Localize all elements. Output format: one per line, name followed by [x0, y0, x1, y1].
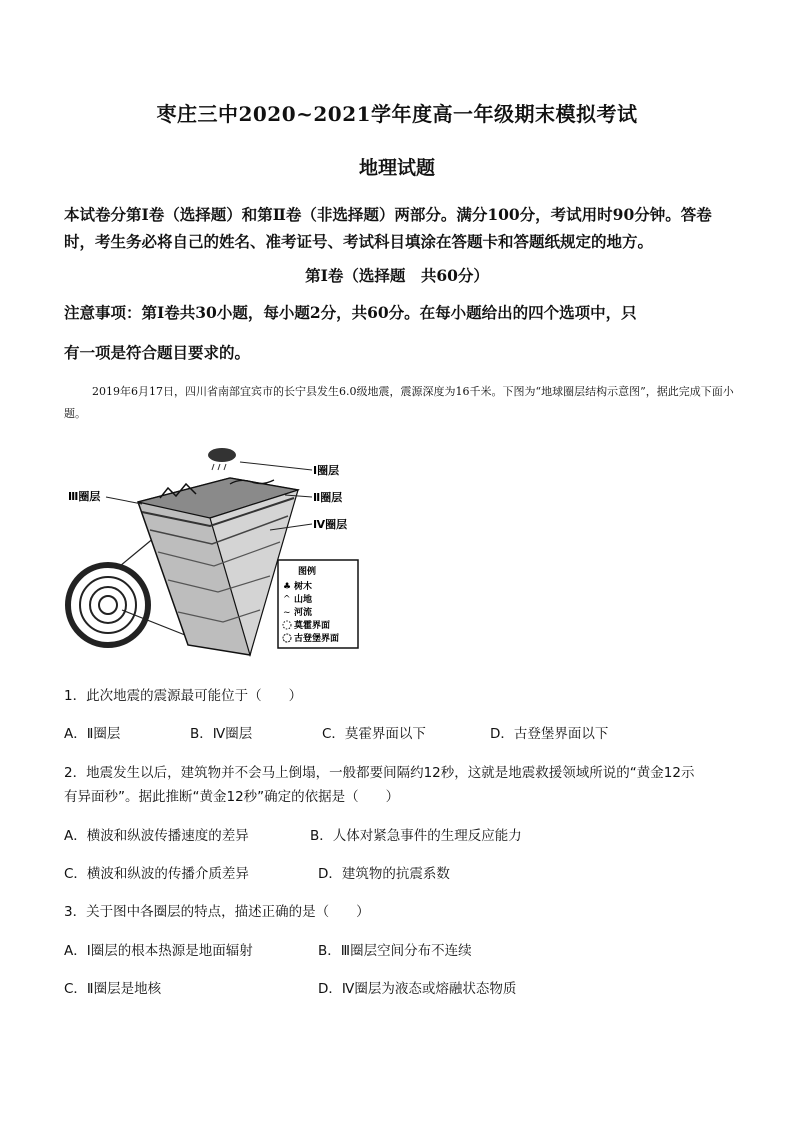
question-1-stem: 1．此次地震的震源最可能位于（ ） [64, 688, 303, 704]
earth-layers-diagram [60, 440, 370, 665]
tree-icon: ♣ [283, 582, 292, 592]
layer-label-3: Ⅲ圈层 [68, 490, 101, 503]
river-icon: ~ [283, 608, 291, 618]
legend-item-tree: 树木 [294, 582, 313, 592]
cloud-rain-icon [208, 448, 236, 470]
layer-label-4: Ⅳ圈层 [313, 518, 348, 531]
question-3-option-d[interactable]: D．Ⅳ圈层为液态或熔融状态物质 [318, 981, 517, 997]
question-2-option-b[interactable]: B．人体对紧急事件的生理反应能力 [310, 828, 522, 844]
legend-item-gutenberg: 古登堡界面 [294, 634, 340, 644]
legend-title: 图例 [298, 567, 317, 577]
legend-item-moho: 莫霍界面 [294, 621, 331, 631]
question-3-stem: 3．关于图中各圈层的特点，描述正确的是（ ） [64, 904, 370, 920]
mountain-icon: ^ [283, 595, 291, 605]
exam-instructions: 本试卷分第Ⅰ卷（选择题）和第Ⅱ卷（非选择题）两部分。满分100分，考试用时90分钟。答卷时，考生务必将自己的姓名、准考证号、考试科目填涂在答题卡和答题纸规定的地方。 [64, 205, 712, 251]
exam-title: 枣庄三中2020~2021学年度高一年级期末模拟考试 [156, 102, 638, 126]
legend-item-river: 河流 [294, 608, 313, 618]
question-2-stem-line-1: 2．地震发生以后，建筑物并不会马上倒塌，一般都要间隔约12秒，这就是地震救援领域所说的“黄金12示 [64, 765, 695, 781]
question-3-option-c[interactable]: C．Ⅱ圈层是地核 [64, 981, 162, 997]
question-material: 2019年6月17日，四川省南部宜宾市的长宁县发生6.0级地震，震源深度为16千米。下图为“地球圈层结构示意图”，据此完成下面小题。 [64, 385, 734, 420]
question-3-option-a[interactable]: A．Ⅰ圈层的根本热源是地面辐射 [64, 943, 253, 959]
layer-label-2: Ⅱ圈层 [313, 491, 343, 504]
question-1-option-a[interactable]: A．Ⅱ圈层 [64, 726, 121, 742]
wedge-block [138, 478, 298, 655]
question-1-option-b[interactable]: B．Ⅳ圈层 [190, 726, 253, 742]
layer-label-1: Ⅰ圈层 [313, 464, 340, 477]
diagram-legend [278, 560, 358, 648]
question-1-option-c[interactable]: C．莫霍界面以下 [322, 726, 426, 742]
legend-item-mountain: 山地 [294, 595, 313, 605]
question-2-stem-line-2: 有异面秒”。据此推断“黄金12秒”确定的依据是（ ） [64, 789, 400, 805]
notice-line-1: 注意事项：第Ⅰ卷共30小题，每小题2分，共60分。在每小题给出的四个选项中，只 [64, 303, 637, 322]
globe-cross-section [68, 565, 148, 645]
question-2-option-a[interactable]: A．横波和纵波传播速度的差异 [64, 828, 249, 844]
exam-subtitle: 地理试题 [358, 157, 435, 179]
notice-line-2: 有一项是符合题目要求的。 [64, 343, 251, 362]
question-1-option-d[interactable]: D．古登堡界面以下 [490, 726, 609, 742]
question-2-option-d[interactable]: D．建筑物的抗震系数 [318, 866, 450, 882]
question-2-option-c[interactable]: C．横波和纵波的传播介质差异 [64, 866, 249, 882]
section-title: 第Ⅰ卷（选择题 共60分） [305, 266, 489, 285]
question-3-option-b[interactable]: B．Ⅲ圈层空间分布不连续 [318, 943, 472, 959]
